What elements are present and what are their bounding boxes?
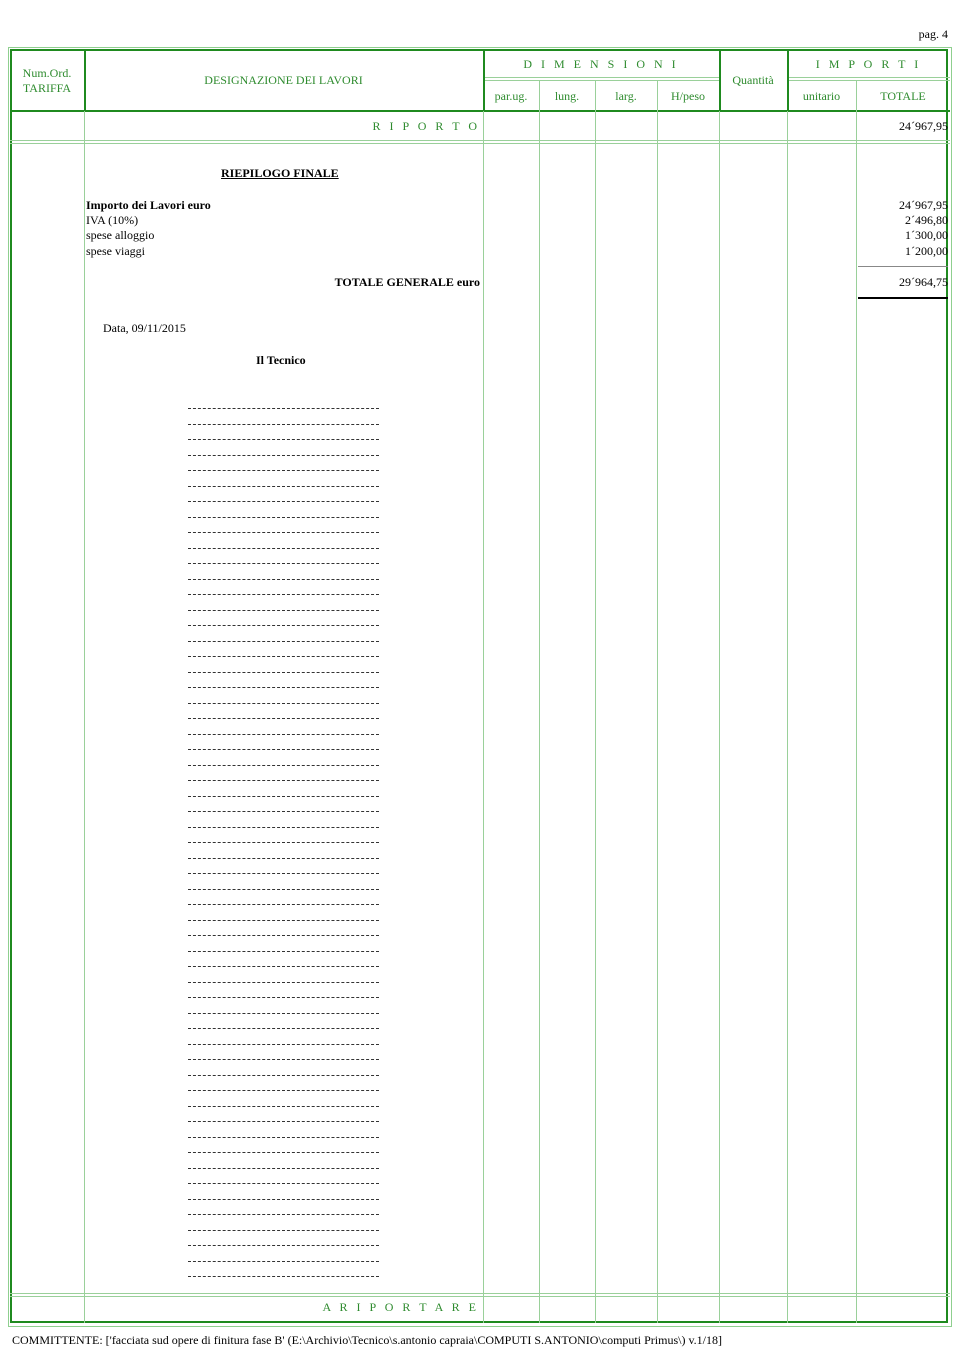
footer-committente: COMMITTENTE: ['facciata sud opere di finitura fase B' (E:\Archivio\Tecnico\s.antonio capraia\COMPUTI S.ANTONIO\computi Primus\) v.1/18] <box>12 1333 722 1347</box>
header-designazione: DESIGNAZIONE DEI LAVORI <box>204 73 363 87</box>
signature-dash-line <box>188 532 379 533</box>
signature-dash-line <box>188 1261 379 1262</box>
riepilogo-item-value: 24´967,95 <box>899 198 948 212</box>
signature-dash-line <box>188 501 379 502</box>
signature-dash-line <box>188 1075 379 1076</box>
riepilogo-item-value: 1´200,00 <box>905 244 948 258</box>
riepilogo-item-value: 2´496,80 <box>905 213 948 227</box>
col-divider <box>657 111 658 1323</box>
header-dimensioni: D I M E N S I O N I <box>523 57 679 71</box>
signature-dash-line <box>188 982 379 983</box>
col-divider <box>719 111 720 1323</box>
header-lung: lung. <box>554 89 580 103</box>
signature-dash-line <box>188 1059 379 1060</box>
signature-dash-line <box>188 641 379 642</box>
signature-dash-line <box>188 1199 379 1200</box>
total-rule <box>858 297 948 299</box>
signature-dash-line <box>188 889 379 890</box>
page-number: pag. 4 <box>918 27 948 41</box>
signature-dash-line <box>188 1137 379 1138</box>
riepilogo-item-value: 1´300,00 <box>905 228 948 242</box>
signature-dash-line <box>188 439 379 440</box>
signature-dash-line <box>188 780 379 781</box>
date-line: Data, 09/11/2015 <box>103 321 186 335</box>
signature-dash-line <box>188 455 379 456</box>
signature-dash-line <box>188 1044 379 1045</box>
signature-dash-line <box>188 966 379 967</box>
signature-dash-line <box>188 672 379 673</box>
signature-dash-line <box>188 517 379 518</box>
header-num-ord-label: Num.Ord. <box>22 66 72 80</box>
signature-dash-line <box>188 935 379 936</box>
header-unitario: unitario <box>802 89 841 103</box>
header-importi: I M P O R T I <box>815 57 922 71</box>
riporto-rule-2 <box>10 143 950 144</box>
signature-dash-line <box>188 625 379 626</box>
signature-dash-line <box>188 656 379 657</box>
riporto-label: R I P O R T O <box>372 119 480 133</box>
header-larg: larg. <box>615 89 637 103</box>
riportare-rule <box>10 1293 950 1294</box>
signature-dash-line <box>188 796 379 797</box>
signature-dash-line <box>188 1106 379 1107</box>
subtotal-rule <box>858 266 948 267</box>
totale-generale-value: 29´964,75 <box>899 275 948 289</box>
signature-dash-line <box>188 1152 379 1153</box>
signature-dash-line <box>188 470 379 471</box>
signature-dash-line <box>188 1168 379 1169</box>
signature-dash-line <box>188 1245 379 1246</box>
col-divider <box>539 111 540 1323</box>
riepilogo-title: RIEPILOGO FINALE <box>221 166 339 180</box>
riporto-rule <box>10 140 950 141</box>
header-par-ug: par.ug. <box>494 89 528 103</box>
col-divider <box>787 111 788 1323</box>
totale-generale-label: TOTALE GENERALE euro <box>334 275 480 289</box>
signature-dash-line <box>188 827 379 828</box>
signature-dash-line <box>188 951 379 952</box>
signature-dash-line <box>188 718 379 719</box>
riepilogo-item-label: Importo dei Lavori euro <box>86 198 211 212</box>
signature-dash-line <box>188 997 379 998</box>
signature-dash-line <box>188 594 379 595</box>
signature-dash-line <box>188 904 379 905</box>
signature-dash-line <box>188 858 379 859</box>
header-tariffa-label: TARIFFA <box>22 81 72 95</box>
header-totale: TOTALE <box>880 89 926 103</box>
signature-dash-line <box>188 811 379 812</box>
importi-rule-2 <box>787 80 950 81</box>
riepilogo-item-label: spese alloggio <box>86 228 155 242</box>
riepilogo-item-label: IVA (10%) <box>86 213 139 227</box>
signature-dash-line <box>188 749 379 750</box>
signature-dash-line <box>188 610 379 611</box>
a-riportare-label: A R I P O R T A R E <box>322 1300 479 1314</box>
signature-dash-line <box>188 486 379 487</box>
col-divider <box>595 111 596 1323</box>
signature-dash-line <box>188 703 379 704</box>
signature-dash-line <box>188 1183 379 1184</box>
col-divider <box>856 111 857 1323</box>
signature-dash-line <box>188 1230 379 1231</box>
signature-dash-line <box>188 734 379 735</box>
tecnico-label: Il Tecnico <box>256 353 306 367</box>
signature-dash-line <box>188 563 379 564</box>
header-bottom-rule <box>10 110 950 112</box>
signature-dash-line <box>188 548 379 549</box>
header-num-ord <box>10 66 84 96</box>
dimensioni-rule-2 <box>483 80 719 81</box>
header-quantita: Quantità <box>732 73 774 87</box>
header-h-peso: H/peso <box>671 89 705 103</box>
riporto-value: 24´967,95 <box>899 119 948 133</box>
signature-dash-line <box>188 424 379 425</box>
riepilogo-item-label: spese viaggi <box>86 244 145 258</box>
signature-dash-line <box>188 1121 379 1122</box>
dimensioni-rule <box>483 77 719 78</box>
signature-dash-line <box>188 842 379 843</box>
signature-dash-line <box>188 1090 379 1091</box>
col-divider <box>483 111 484 1323</box>
signature-dash-line <box>188 579 379 580</box>
signature-dash-line <box>188 765 379 766</box>
col-divider <box>84 111 85 1323</box>
signature-dash-line <box>188 873 379 874</box>
signature-dash-line <box>188 687 379 688</box>
signature-dash-line <box>188 1013 379 1014</box>
signature-dash-line <box>188 920 379 921</box>
importi-rule <box>787 77 950 78</box>
signature-dash-line <box>188 408 379 409</box>
signature-dash-line <box>188 1276 379 1277</box>
riportare-rule-2 <box>10 1296 950 1297</box>
signature-dash-line <box>188 1028 379 1029</box>
signature-dash-line <box>188 1214 379 1215</box>
